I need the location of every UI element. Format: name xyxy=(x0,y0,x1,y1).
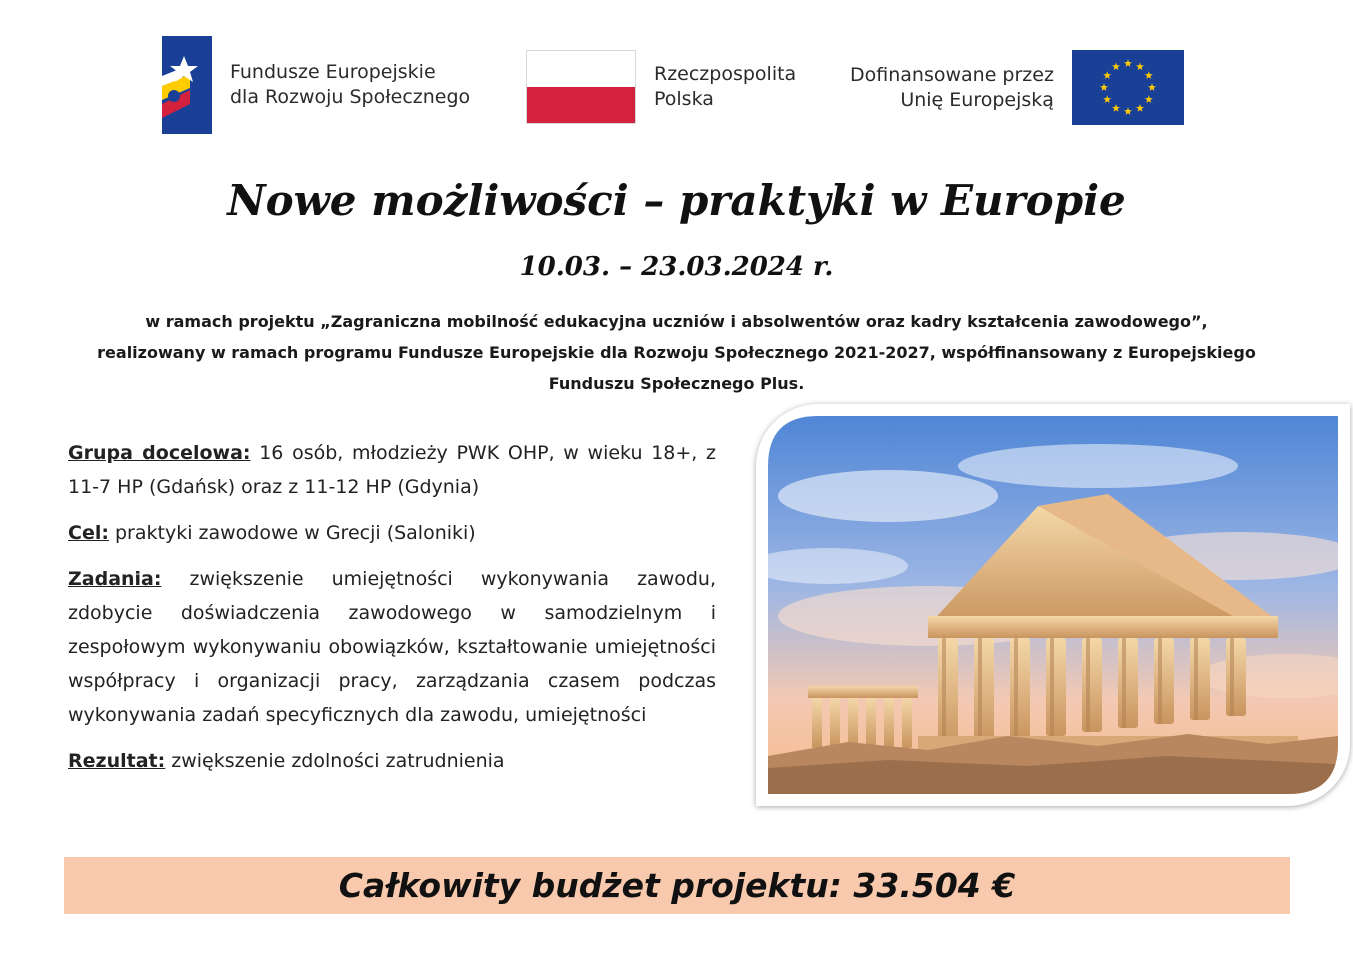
temple-column-shade xyxy=(1230,638,1234,716)
photo-frame xyxy=(756,404,1350,806)
temple-left-column xyxy=(866,698,876,748)
target-group-label: Grupa docelowa: xyxy=(68,442,251,464)
temple-column xyxy=(1226,638,1246,716)
temple-left-column xyxy=(884,698,894,748)
goal-text: praktyki zawodowe w Grecji (Saloniki) xyxy=(108,522,476,544)
polish-flag-icon xyxy=(526,50,636,124)
temple-entablature xyxy=(928,616,1278,638)
tasks xyxy=(68,562,716,732)
result xyxy=(68,744,716,778)
temple-column xyxy=(1118,638,1138,728)
temple-column-shade xyxy=(1050,638,1054,736)
budget-text: Całkowity budżet projektu: 33.504 € xyxy=(338,866,1016,905)
fe-logo xyxy=(160,34,470,136)
fe-logo-line1: Fundusze Europejskie xyxy=(230,61,436,83)
temple-column xyxy=(1046,638,1066,736)
pl-logo-text xyxy=(654,62,796,112)
fe-logo-line2: dla Rozwoju Społecznego xyxy=(230,86,471,108)
budget-banner xyxy=(64,857,1290,914)
goal xyxy=(68,516,716,550)
polish-flag-white-stripe xyxy=(527,51,635,87)
project-line1: w ramach projektu „Zagraniczna mobilność edukacyjna uczniów i absolwentów oraz kadry kształcenia zawodowego”, xyxy=(145,312,1208,331)
result-label: Rezultat: xyxy=(68,750,166,772)
eu-logo-line2: Unię Europejską xyxy=(900,88,1054,111)
page-title: Nowe możliwości – praktyki w Europie xyxy=(227,176,1126,225)
temple-column-shade xyxy=(1158,638,1162,724)
target-group-text: 16 osób, młodzieży PWK OHP, w wieku 18+, z 11-7 HP (Gdańsk) oraz z 11-12 HP (Gdynia) xyxy=(68,442,717,498)
polish-flag-red-stripe xyxy=(527,87,635,123)
tasks-text: zwiększenie umiejętności wykonywania zawodu, zdobycie doświadczenia zawodowego w samodzielnym i zespołowym wykonywaniu obowiązków, kształtowanie umiejętności współpracy i organizacji pracy, zarządzania czasem podczas wykonywania zadań specyficznych dla zawodu, umiejętności xyxy=(68,568,716,726)
pl-logo xyxy=(526,50,796,124)
pl-logo-line2: Polska xyxy=(654,88,714,110)
fe-logo-icon xyxy=(160,34,214,136)
temple-column xyxy=(1190,638,1210,720)
tasks-label: Zadania: xyxy=(68,568,162,590)
goal-label: Cel: xyxy=(68,522,109,544)
temple-left-column xyxy=(902,698,912,748)
temple-column xyxy=(938,638,958,748)
temple-column xyxy=(1010,638,1030,740)
temple-column-shade xyxy=(1194,638,1198,720)
temple-left-entablature xyxy=(808,686,918,698)
eu-logo-text xyxy=(850,63,1054,113)
temple-column xyxy=(1154,638,1174,724)
project-line3: Funduszu Społecznego Plus. xyxy=(548,374,805,393)
logo-bar xyxy=(0,0,1353,150)
eu-logo xyxy=(850,50,1184,125)
result-text: zwiększenie zdolności zatrudnienia xyxy=(165,750,505,772)
temple-column-shade xyxy=(1014,638,1018,740)
eu-flag-icon xyxy=(1072,50,1184,125)
eu-logo-line1: Dofinansowane przez xyxy=(850,63,1054,86)
temple-column-shade xyxy=(1122,638,1126,728)
temple-left-column xyxy=(830,698,840,748)
temple-column xyxy=(974,638,994,744)
temple-column-shade xyxy=(1086,638,1090,732)
project-line2: realizowany w ramach programu Fundusze Europejskie dla Rozwoju Społecznego 2021-2027, współfinansowany z Europejskiego xyxy=(97,343,1256,362)
target-group xyxy=(68,436,716,504)
temple-left-column xyxy=(848,698,858,748)
temple-column-shade xyxy=(942,638,946,748)
fe-logo-text xyxy=(230,60,470,110)
program-details xyxy=(68,436,716,790)
parthenon-photo xyxy=(768,416,1338,794)
pl-logo-line1: Rzeczpospolita xyxy=(654,63,797,85)
project-description xyxy=(60,306,1293,399)
temple-left-column xyxy=(812,698,822,748)
temple-column-shade xyxy=(978,638,982,744)
event-dates: 10.03. – 23.03.2024 r. xyxy=(519,252,834,282)
temple-column xyxy=(1082,638,1102,732)
